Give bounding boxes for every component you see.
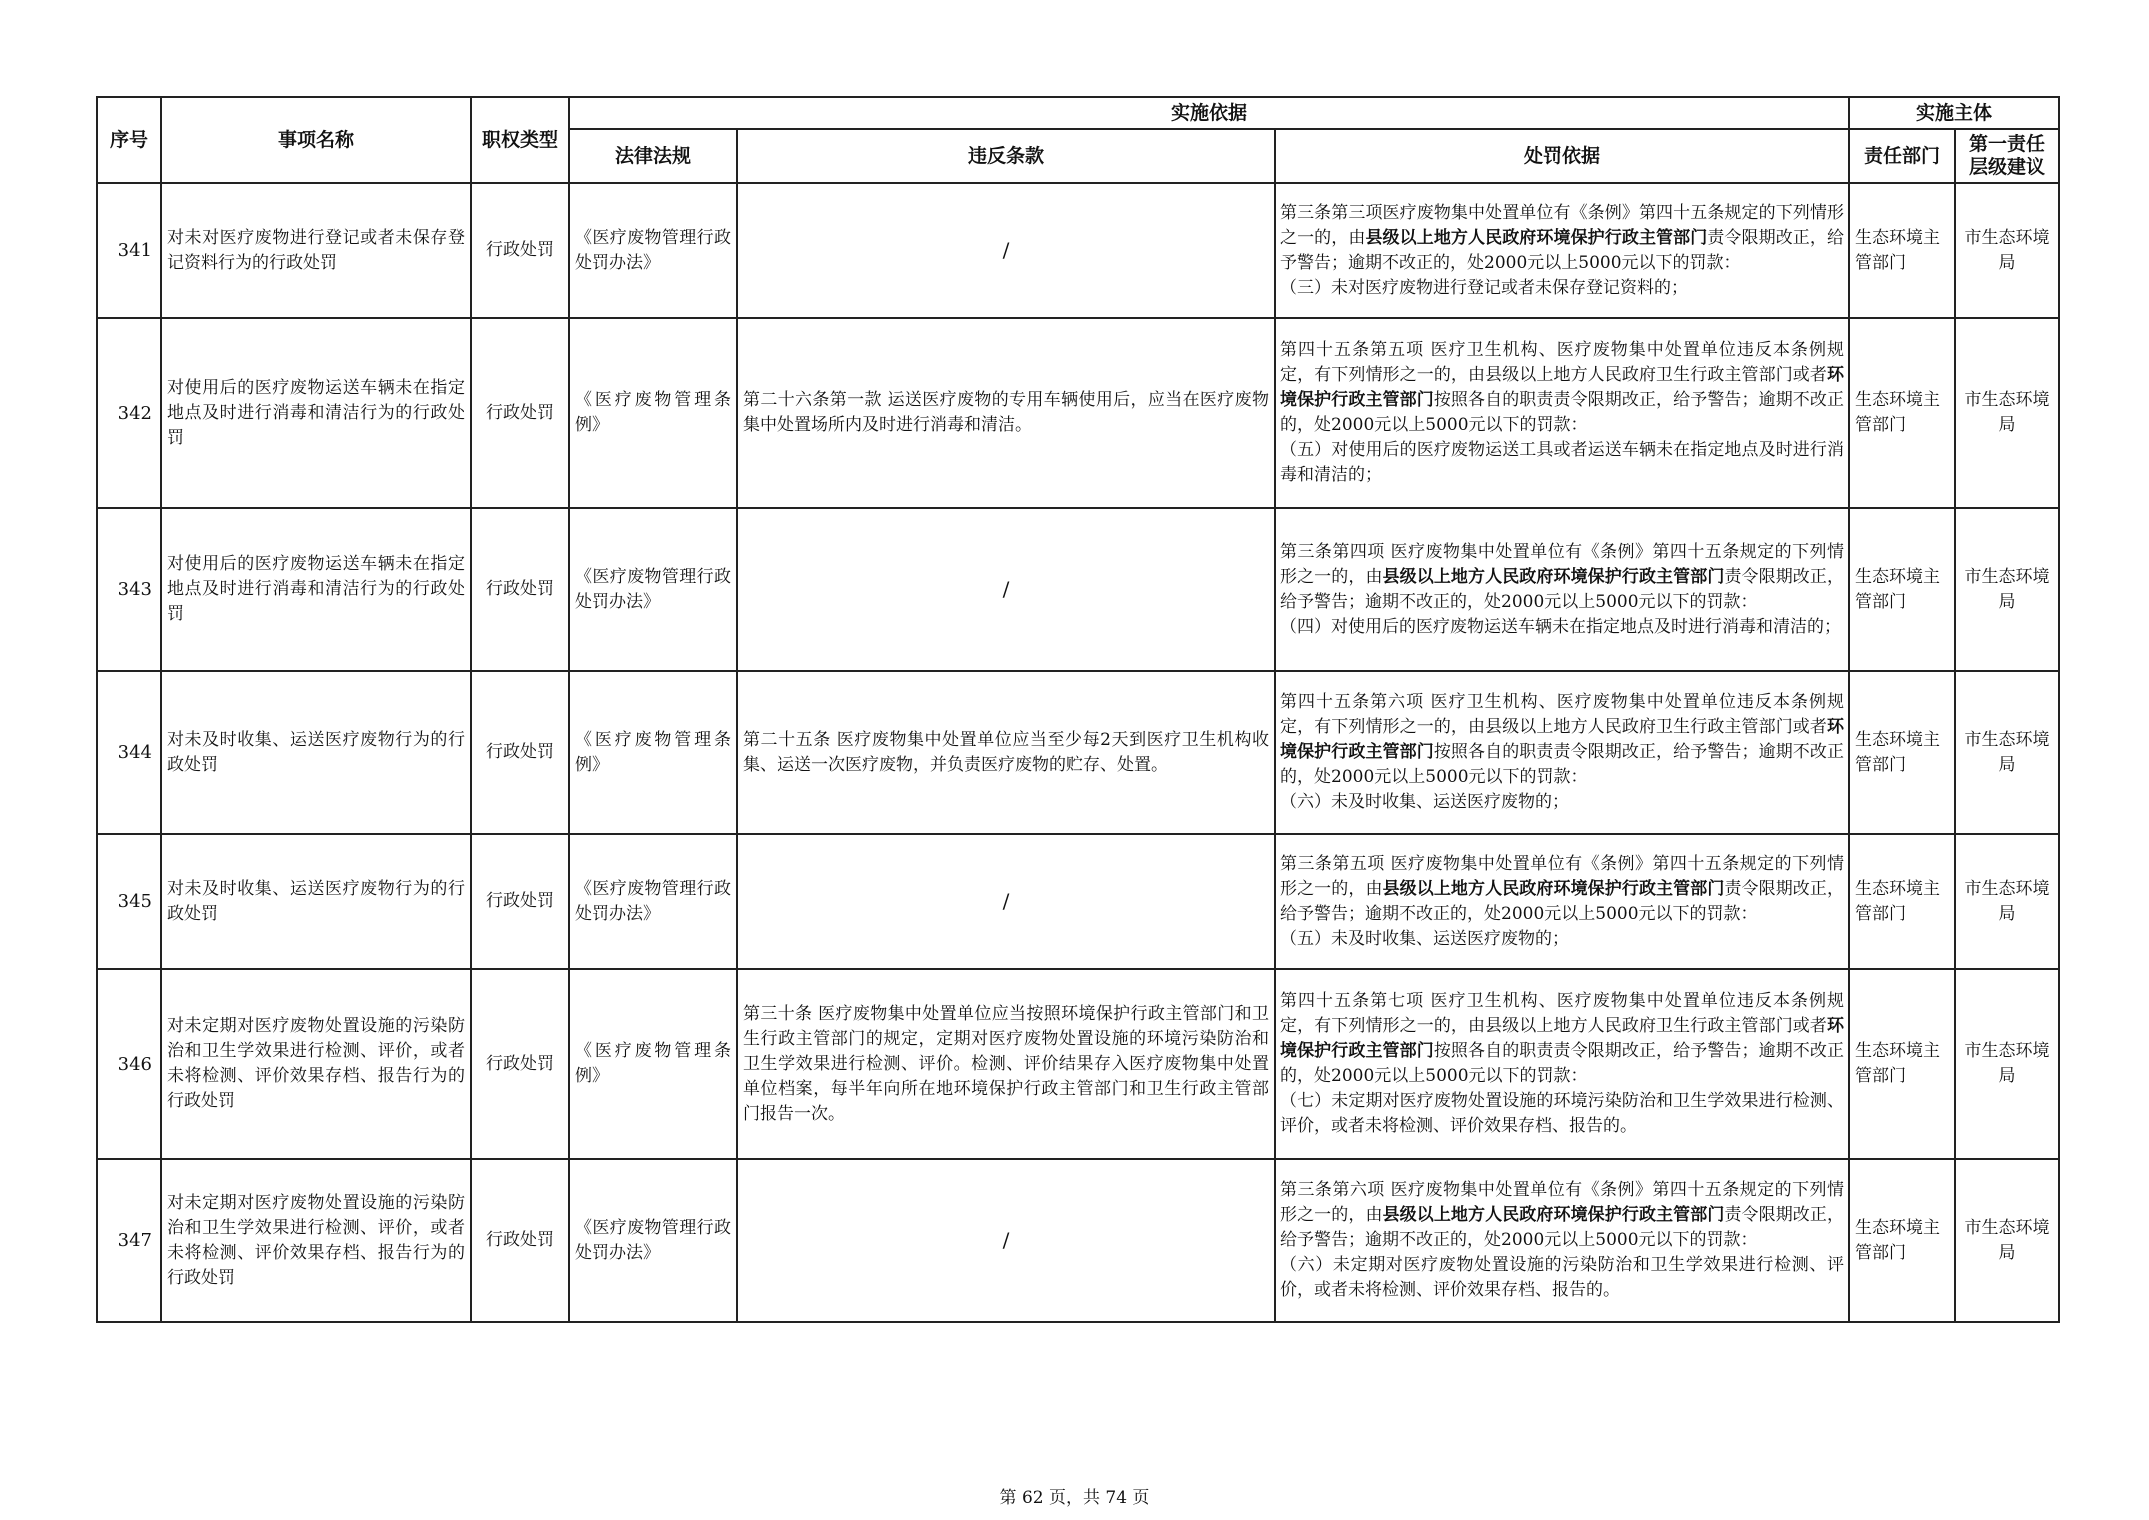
responsibility-level: 市生态环境局 <box>1955 671 2059 834</box>
law-regulation: 《医疗废物管理行政处罚办法》 <box>569 508 737 671</box>
header-level: 第一责任层级建议 <box>1955 129 2059 183</box>
penalty-basis-text: 第四十五条第五项 医疗卫生机构、医疗废物集中处置单位违反本条例规定，有下列情形之一的，由县级以上地方人民政府卫生行政主管部门或者 <box>1280 340 1844 385</box>
authority-type: 行政处罚 <box>471 1159 569 1322</box>
violated-clause: / <box>737 183 1275 318</box>
penalty-basis-text: 第四十五条第六项 医疗卫生机构、医疗废物集中处置单位违反本条例规定，有下列情形之一的，由县级以上地方人民政府卫生行政主管部门或者 <box>1280 692 1844 737</box>
penalty-authority: 环境保护行政主管部门 <box>1280 365 1844 410</box>
law-regulation: 《医疗废物管理行政处罚办法》 <box>569 834 737 969</box>
responsible-dept: 生态环境主管部门 <box>1849 1159 1955 1322</box>
page-footer: 第 62 页，共 74 页 <box>999 1488 1150 1508</box>
penalty-basis-text-cont: 按照各自的职责责令限期改正，给予警告；逾期不改正的，处2000元以上5000元以下的罚款： <box>1280 390 1844 435</box>
penalty-authority: 环境保护行政主管部门 <box>1280 1016 1844 1061</box>
row-number: 341 <box>97 183 161 318</box>
violated-clause: / <box>737 1159 1275 1322</box>
penalty-basis <box>1275 508 1849 671</box>
violated-clause: / <box>737 834 1275 969</box>
item-name: 对未对医疗废物进行登记或者未保存登记资料行为的行政处罚 <box>161 183 471 318</box>
penalty-basis-item: （六）未定期对医疗废物处置设施的污染防治和卫生学效果进行检测、评价，或者未将检测、评价效果存档、报告的。 <box>1280 1255 1844 1300</box>
penalty-authority: 县级以上地方人民政府环境保护行政主管部门 <box>1382 566 1725 587</box>
penalty-basis-item: （三）未对医疗废物进行登记或者未保存登记资料的； <box>1280 277 1688 298</box>
penalty-authority: 县级以上地方人民政府环境保护行政主管部门 <box>1382 1205 1725 1225</box>
penalty-basis <box>1275 969 1849 1159</box>
penalty-basis-main <box>1280 690 1844 790</box>
responsible-dept: 生态环境主管部门 <box>1849 834 1955 969</box>
violated-clause: / <box>737 508 1275 671</box>
row-number: 343 <box>97 508 161 671</box>
header-penalty: 处罚依据 <box>1275 129 1849 183</box>
authority-type: 行政处罚 <box>471 183 569 318</box>
penalty-basis-text: 第三条第五项 医疗废物集中处置单位有《条例》第四十五条规定的下列情形之一的，由 <box>1280 853 1844 899</box>
penalty-basis-main <box>1280 1178 1844 1253</box>
responsibility-level: 市生态环境局 <box>1955 318 2059 508</box>
penalty-basis-text: 第四十五条第七项 医疗卫生机构、医疗废物集中处置单位违反本条例规定，有下列情形之一的，由县级以上地方人民政府卫生行政主管部门或者 <box>1280 991 1844 1036</box>
penalty-basis-text-cont: 责令限期改正，给予警告；逾期不改正的，处2000元以上5000元以下的罚款： <box>1280 227 1844 273</box>
responsibility-level: 市生态环境局 <box>1955 969 2059 1159</box>
penalty-basis <box>1275 834 1849 969</box>
penalty-basis-text: 第三条第四项 医疗废物集中处置单位有《条例》第四十五条规定的下列情形之一的，由 <box>1280 541 1844 587</box>
penalty-basis-item: （四）对使用后的医疗废物运送车辆未在指定地点及时进行消毒和清洁的； <box>1280 616 1841 637</box>
penalty-basis-text-cont: 按照各自的职责责令限期改正，给予警告；逾期不改正的，处2000元以上5000元以下的罚款： <box>1280 742 1844 787</box>
item-name: 对未定期对医疗废物处置设施的污染防治和卫生学效果进行检测、评价，或者未将检测、评价效果存档、报告行为的行政处罚 <box>161 969 471 1159</box>
penalty-authority: 县级以上地方人民政府环境保护行政主管部门 <box>1365 227 1708 248</box>
penalty-basis-main <box>1280 338 1844 438</box>
penalty-authority: 县级以上地方人民政府环境保护行政主管部门 <box>1382 878 1725 899</box>
table-body <box>97 183 2059 1322</box>
responsible-dept: 生态环境主管部门 <box>1849 508 1955 671</box>
header-subject-group: 实施主体 <box>1849 97 2059 129</box>
penalty-table <box>96 96 2060 1323</box>
header-violation: 违反条款 <box>737 129 1275 183</box>
violated-clause: 第三十条 医疗废物集中处置单位应当按照环境保护行政主管部门和卫生行政主管部门的规定，定期对医疗废物处置设施的环境污染防治和卫生学效果进行检测、评价。检测、评价结果存入医疗废物集中处置单位档案，每半年向所在地环境保护行政主管部门和卫生行政主管部门报告一次。 <box>737 969 1275 1159</box>
table-row <box>97 1159 2059 1322</box>
authority-type: 行政处罚 <box>471 508 569 671</box>
penalty-authority: 环境保护行政主管部门 <box>1280 717 1844 762</box>
item-name: 对未及时收集、运送医疗废物行为的行政处罚 <box>161 834 471 969</box>
penalty-basis-main <box>1280 201 1844 276</box>
row-number: 345 <box>97 834 161 969</box>
authority-type: 行政处罚 <box>471 671 569 834</box>
penalty-basis <box>1275 671 1849 834</box>
responsibility-level: 市生态环境局 <box>1955 508 2059 671</box>
violated-clause: 第二十五条 医疗废物集中处置单位应当至少每2天到医疗卫生机构收集、运送一次医疗废物，并负责医疗废物的贮存、处置。 <box>737 671 1275 834</box>
row-number: 344 <box>97 671 161 834</box>
responsibility-level: 市生态环境局 <box>1955 834 2059 969</box>
table-row <box>97 834 2059 969</box>
table-row <box>97 183 2059 318</box>
row-number: 347 <box>97 1159 161 1322</box>
law-regulation: 《医疗废物管理条例》 <box>569 671 737 834</box>
header-law: 法律法规 <box>569 129 737 183</box>
header-no: 序号 <box>97 97 161 183</box>
penalty-basis-main <box>1280 989 1844 1089</box>
item-name: 对使用后的医疗废物运送车辆未在指定地点及时进行消毒和清洁行为的行政处罚 <box>161 508 471 671</box>
responsible-dept: 生态环境主管部门 <box>1849 183 1955 318</box>
table-row <box>97 508 2059 671</box>
penalty-basis-text-cont: 按照各自的职责责令限期改正，给予警告；逾期不改正的，处2000元以上5000元以下的罚款： <box>1280 1041 1844 1086</box>
responsibility-level: 市生态环境局 <box>1955 183 2059 318</box>
table-row <box>97 969 2059 1159</box>
law-regulation: 《医疗废物管理条例》 <box>569 969 737 1159</box>
authority-type: 行政处罚 <box>471 834 569 969</box>
penalty-basis-item: （六）未及时收集、运送医疗废物的； <box>1280 792 1569 812</box>
penalty-basis-text: 第三条第三项医疗废物集中处置单位有《条例》第四十五条规定的下列情形之一的，由 <box>1280 202 1844 248</box>
item-name: 对未定期对医疗废物处置设施的污染防治和卫生学效果进行检测、评价，或者未将检测、评价效果存档、报告行为的行政处罚 <box>161 1159 471 1322</box>
penalty-basis-item: （五）未及时收集、运送医疗废物的； <box>1280 928 1569 949</box>
penalty-basis-item: （五）对使用后的医疗废物运送工具或者运送车辆未在指定地点及时进行消毒和清洁的； <box>1280 440 1844 485</box>
responsible-dept: 生态环境主管部门 <box>1849 969 1955 1159</box>
header-basis-group: 实施依据 <box>569 97 1849 129</box>
violated-clause: 第二十六条第一款 运送医疗废物的专用车辆使用后，应当在医疗废物集中处置场所内及时进行消毒和清洁。 <box>737 318 1275 508</box>
law-regulation: 《医疗废物管理行政处罚办法》 <box>569 183 737 318</box>
item-name: 对未及时收集、运送医疗废物行为的行政处罚 <box>161 671 471 834</box>
penalty-basis-main <box>1280 852 1844 927</box>
penalty-basis <box>1275 1159 1849 1322</box>
law-regulation: 《医疗废物管理行政处罚办法》 <box>569 1159 737 1322</box>
row-number: 342 <box>97 318 161 508</box>
header-name: 事项名称 <box>161 97 471 183</box>
authority-type: 行政处罚 <box>471 969 569 1159</box>
penalty-basis-text: 第三条第六项 医疗废物集中处置单位有《条例》第四十五条规定的下列情形之一的，由 <box>1280 1180 1844 1225</box>
penalty-basis-text-cont: 责令限期改正，给予警告；逾期不改正的，处2000元以上5000元以下的罚款： <box>1280 1205 1844 1250</box>
table-row <box>97 671 2059 834</box>
header-row-1 <box>97 97 2059 129</box>
penalty-basis-item: （七）未定期对医疗废物处置设施的环境污染防治和卫生学效果进行检测、评价，或者未将检测、评价效果存档、报告的。 <box>1280 1091 1844 1136</box>
penalty-basis <box>1275 183 1849 318</box>
penalty-basis <box>1275 318 1849 508</box>
responsibility-level: 市生态环境局 <box>1955 1159 2059 1322</box>
table-row <box>97 318 2059 508</box>
penalty-basis-text-cont: 责令限期改正，给予警告；逾期不改正的，处2000元以上5000元以下的罚款： <box>1280 566 1844 612</box>
penalty-basis-text-cont: 责令限期改正，给予警告；逾期不改正的，处2000元以上5000元以下的罚款： <box>1280 878 1844 924</box>
header-type: 职权类型 <box>471 97 569 183</box>
row-number: 346 <box>97 969 161 1159</box>
responsible-dept: 生态环境主管部门 <box>1849 318 1955 508</box>
penalty-basis-main <box>1280 540 1844 615</box>
authority-type: 行政处罚 <box>471 318 569 508</box>
law-regulation: 《医疗废物管理条例》 <box>569 318 737 508</box>
responsible-dept: 生态环境主管部门 <box>1849 671 1955 834</box>
item-name: 对使用后的医疗废物运送车辆未在指定地点及时进行消毒和清洁行为的行政处罚 <box>161 318 471 508</box>
header-dept: 责任部门 <box>1849 129 1955 183</box>
document-page <box>96 96 2058 1323</box>
